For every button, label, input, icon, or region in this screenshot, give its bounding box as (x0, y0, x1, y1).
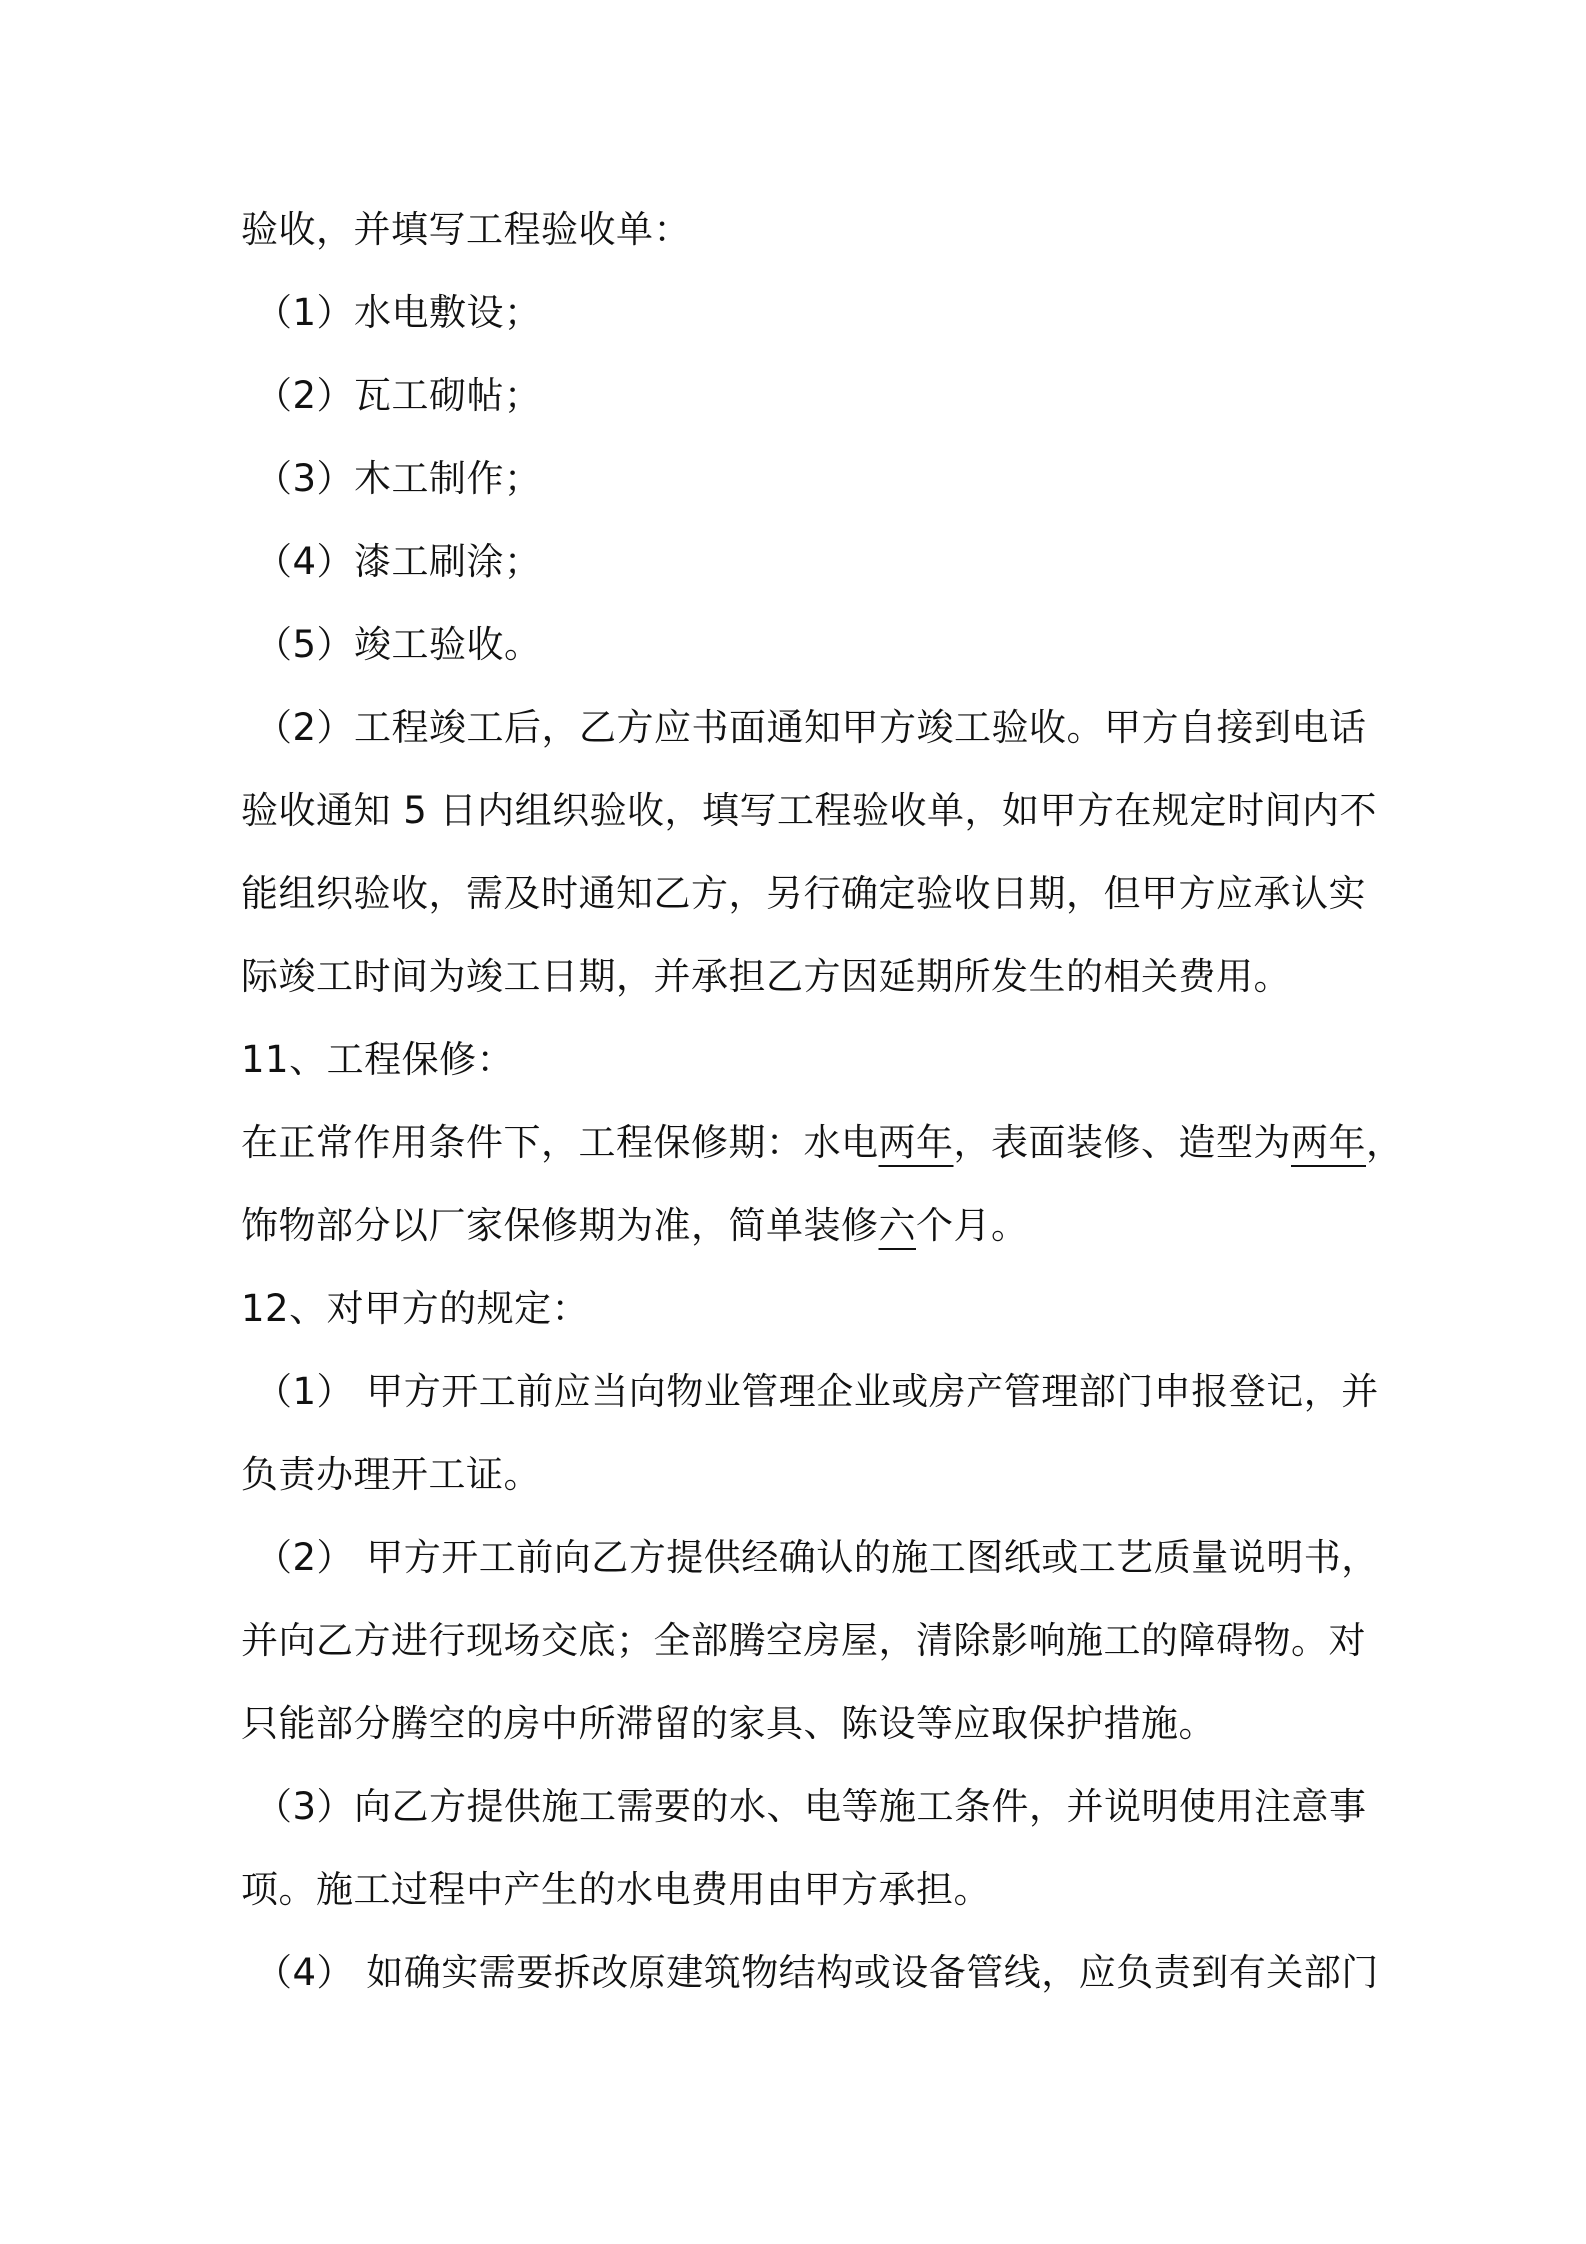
text-line: （1） 甲方开工前应当向物业管理企业或房产管理部门申报登记，并 (255, 1370, 1379, 1413)
text-line: （3）木工制作； (255, 457, 542, 500)
text-line: （4）漆工刷涂； (255, 540, 542, 583)
text-line: 并向乙方进行现场交底；全部腾空房屋，清除影响施工的障碍物。对 (241, 1619, 1366, 1662)
warranty-text: ，表面装修、造型为 (953, 1121, 1291, 1164)
text-line: 验收，并填写工程验收单： (241, 208, 691, 251)
text-line: （2）瓦工砌帖； (255, 374, 542, 417)
text-line: （4） 如确实需要拆改原建筑物结构或设备管线，应负责到有关部门 (255, 1951, 1379, 1994)
text-line: （2） 甲方开工前向乙方提供经确认的施工图纸或工艺质量说明书， (255, 1536, 1379, 1579)
warranty-text: ， (1366, 1121, 1404, 1164)
warranty-text: 个月。 (916, 1204, 1029, 1247)
text-line: 际竣工时间为竣工日期，并承担乙方因延期所发生的相关费用。 (241, 955, 1291, 998)
text-line: 负责办理开工证。 (241, 1453, 541, 1496)
text-line: （5）竣工验收。 (255, 623, 542, 666)
text-line: 能组织验收，需及时通知乙方，另行确定验收日期，但甲方应承认实 (241, 872, 1366, 915)
section-heading: 12、对甲方的规定： (241, 1287, 590, 1330)
text-line: 验收通知 5 日内组织验收，填写工程验收单，如甲方在规定时间内不 (241, 789, 1378, 832)
text-line: 项。施工过程中产生的水电费用由甲方承担。 (241, 1868, 991, 1911)
text-line: （2）工程竣工后，乙方应书面通知甲方竣工验收。甲方自接到电话 (255, 706, 1367, 749)
underlined-term: 两年 (1291, 1121, 1366, 1164)
underlined-term: 六 (878, 1204, 916, 1247)
warranty-text: 在正常作用条件下，工程保修期：水电 (241, 1121, 879, 1164)
section-heading: 11、工程保修： (241, 1038, 515, 1081)
text-line: 只能部分腾空的房中所滞留的家具、陈设等应取保护措施。 (241, 1702, 1216, 1745)
warranty-line (241, 1201, 1361, 1251)
warranty-line (241, 1118, 1404, 1168)
text-line: （1）水电敷设； (255, 291, 542, 334)
warranty-text: 饰物部分以厂家保修期为准，简单装修 (241, 1204, 879, 1247)
text-line: （3）向乙方提供施工需要的水、电等施工条件，并说明使用注意事 (255, 1785, 1367, 1828)
underlined-term: 两年 (878, 1121, 954, 1164)
